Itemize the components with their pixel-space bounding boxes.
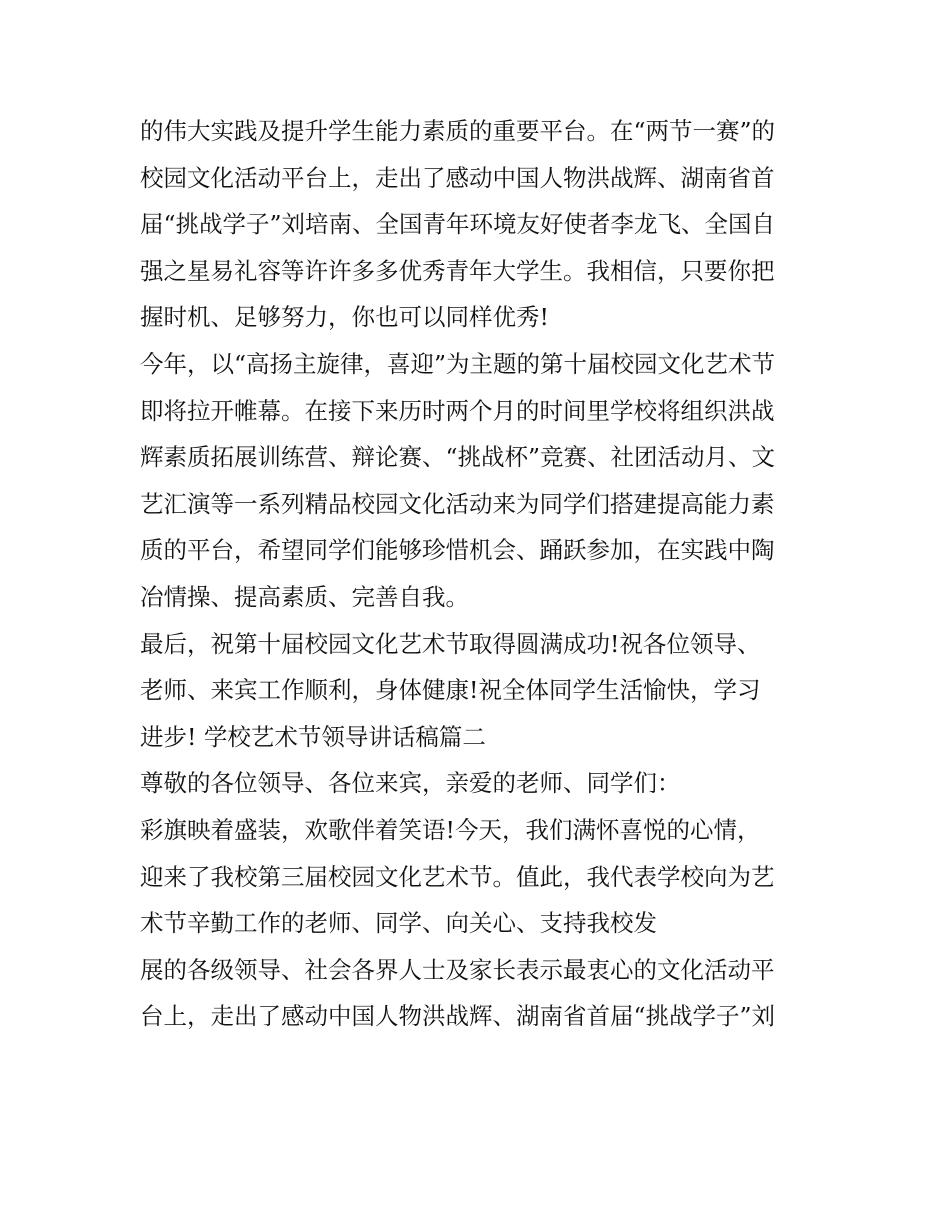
- text-line: 强之星易礼容等许许多多优秀青年大学生。我相信，只要你把: [140, 256, 775, 285]
- text-line: 今年，以“高扬主旋律，喜迎”为主题的第十届校园文化艺术节: [140, 349, 776, 378]
- text-line: 冶情操、提高素质、完善自我。: [140, 582, 469, 611]
- text-line: 尊敬的各位领导、各位来宾，亲爱的老师、同学们：: [140, 769, 681, 798]
- text-line: 握时机、足够努力，你也可以同样优秀!: [140, 303, 549, 332]
- text-line: 辉素质拓展训练营、辩论赛、“挑战杯”竞赛、社团活动月、文: [140, 443, 776, 472]
- text-line: 迎来了我校第三届校园文化艺术节。值此，我代表学校向为艺: [140, 862, 775, 891]
- text-line: 展的各级领导、社会各界人士及家长表示最衷心的文化活动平: [140, 955, 775, 984]
- text-line: 质的平台，希望同学们能够珍惜机会、踊跃参加，在实践中陶: [140, 536, 775, 565]
- document-body: [140, 108, 820, 1040]
- text-line: 老师、来宾工作顺利，身体健康!祝全体同学生活愉快，学习: [140, 676, 761, 705]
- text-line: 艺汇演等一系列精品校园文化活动来为同学们搭建提高能力素: [140, 489, 775, 518]
- text-line: 台上，走出了感动中国人物洪战辉、湖南省首届“挑战学子”刘: [140, 1002, 776, 1031]
- text-line: 最后，祝第十届校园文化艺术节取得圆满成功!祝各位领导、: [140, 629, 761, 658]
- text-line: 届“挑战学子”刘培南、全国青年环境友好使者李龙飞、全国自: [140, 210, 776, 239]
- text-line: 的伟大实践及提升学生能力素质的重要平台。在“两节一赛”的: [140, 117, 776, 145]
- text-line: 即将拉开帷幕。在接下来历时两个月的时间里学校将组织洪战: [140, 396, 775, 425]
- text-line: 进步! 学校艺术节领导讲话稿篇二: [140, 722, 486, 751]
- text-line: 校园文化活动平台上，走出了感动中国人物洪战辉、湖南省首: [140, 163, 775, 192]
- text-line: 彩旗映着盛装，欢歌伴着笑语!今天，我们满怀喜悦的心情，: [140, 815, 761, 844]
- text-line: 术节辛勤工作的老师、同学、向关心、支持我校发: [140, 909, 657, 938]
